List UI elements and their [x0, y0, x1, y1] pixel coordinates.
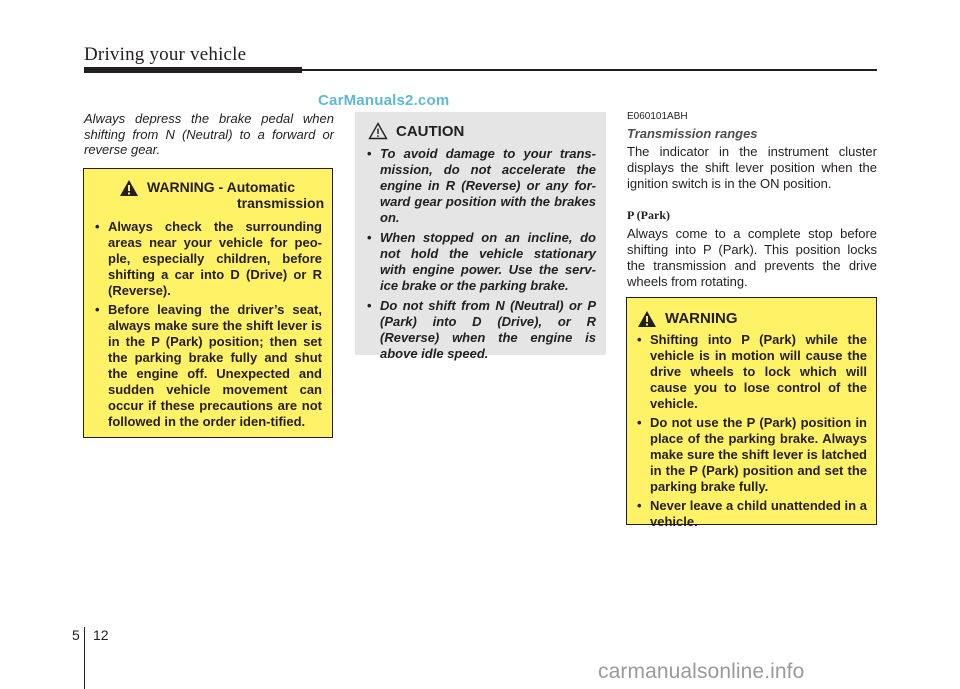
section-subheading: Transmission ranges [627, 126, 758, 141]
warning-list [637, 332, 867, 530]
warning-header [637, 310, 876, 328]
watermark-top[interactable]: CarManuals2.com [318, 92, 450, 109]
page-number: 12 [93, 627, 109, 643]
watermark-bottom[interactable]: carmanualsonline.info [598, 660, 805, 683]
warning-title [147, 179, 324, 211]
chapter-title: Driving your vehicle [84, 44, 247, 65]
caution-item: • When stopped on an incline, do not hold the vehicle stationary with engine power. Use the serv-ice brake or the parking brake. [367, 230, 596, 294]
caution-item: • Do not shift from N (Neutral) or P (Park) into D (Drive), or R (Reverse) when the engine is above idle speed. [367, 298, 596, 362]
warning-triangle-icon [119, 179, 139, 197]
section-code: E060101ABH [627, 111, 688, 122]
chapter-number: 5 [72, 627, 80, 643]
warning-item: • Always check the surrounding areas near your vehicle for peo-ple, especially children, before shifting a car into D (Drive) or R (Reverse). [95, 219, 322, 299]
caution-list [367, 146, 596, 362]
warning-list [95, 219, 322, 430]
caution-box [355, 112, 606, 361]
warning-header [119, 179, 332, 211]
warning-item: • Before leaving the driver’s seat, always make sure the shift lever is in the P (Park) position; then set the parking brake fully and shut the engine off. Unexpected and sudden vehicle movement can occur if these precautions are not followed in the order iden-tified. [95, 302, 322, 430]
warning-item: • Never leave a child unattended in a vehicle. [637, 498, 867, 530]
caution-title: CAUTION [396, 122, 465, 140]
warning-item: • Do not use the P (Park) position in place of the parking brake. Always make sure the shift lever is latched in the P (Park) position and set the parking brake fully. [637, 415, 867, 495]
intro-paragraph: Always depress the brake pedal when shifting from N (Neutral) to a forward or reverse gear. [84, 111, 334, 157]
warning-item: • Shifting into P (Park) while the vehicle is in motion will cause the drive wheels to lock which will cause you to lose control of the vehicle. [637, 332, 867, 412]
warning-title-line1: WARNING - Automatic [147, 179, 296, 195]
caution-triangle-icon [368, 122, 388, 140]
caution-header [368, 122, 606, 140]
warning-box-automatic-transmission [83, 168, 333, 438]
warning-box-park [626, 297, 877, 529]
caution-item: • To avoid damage to your trans-mission, do not accelerate the engine in R (Reverse) or any for-ward gear position with the brakes on. [367, 146, 596, 226]
warning-title-line2: transmission [237, 195, 325, 211]
header-rule-thin [302, 69, 877, 71]
warning-title: WARNING [665, 310, 738, 327]
transmission-paragraph: The indicator in the instrument cluster displays the shift lever position when the ignition switch is in the ON position. [627, 144, 877, 191]
footer-divider [84, 627, 85, 689]
park-paragraph: Always come to a complete stop before shifting into P (Park). This position locks the transmission and prevents the drive wheels from rotating. [627, 226, 877, 289]
header-rule-thick [84, 67, 302, 73]
park-heading: P (Park) [627, 208, 670, 222]
warning-triangle-icon [637, 310, 657, 328]
